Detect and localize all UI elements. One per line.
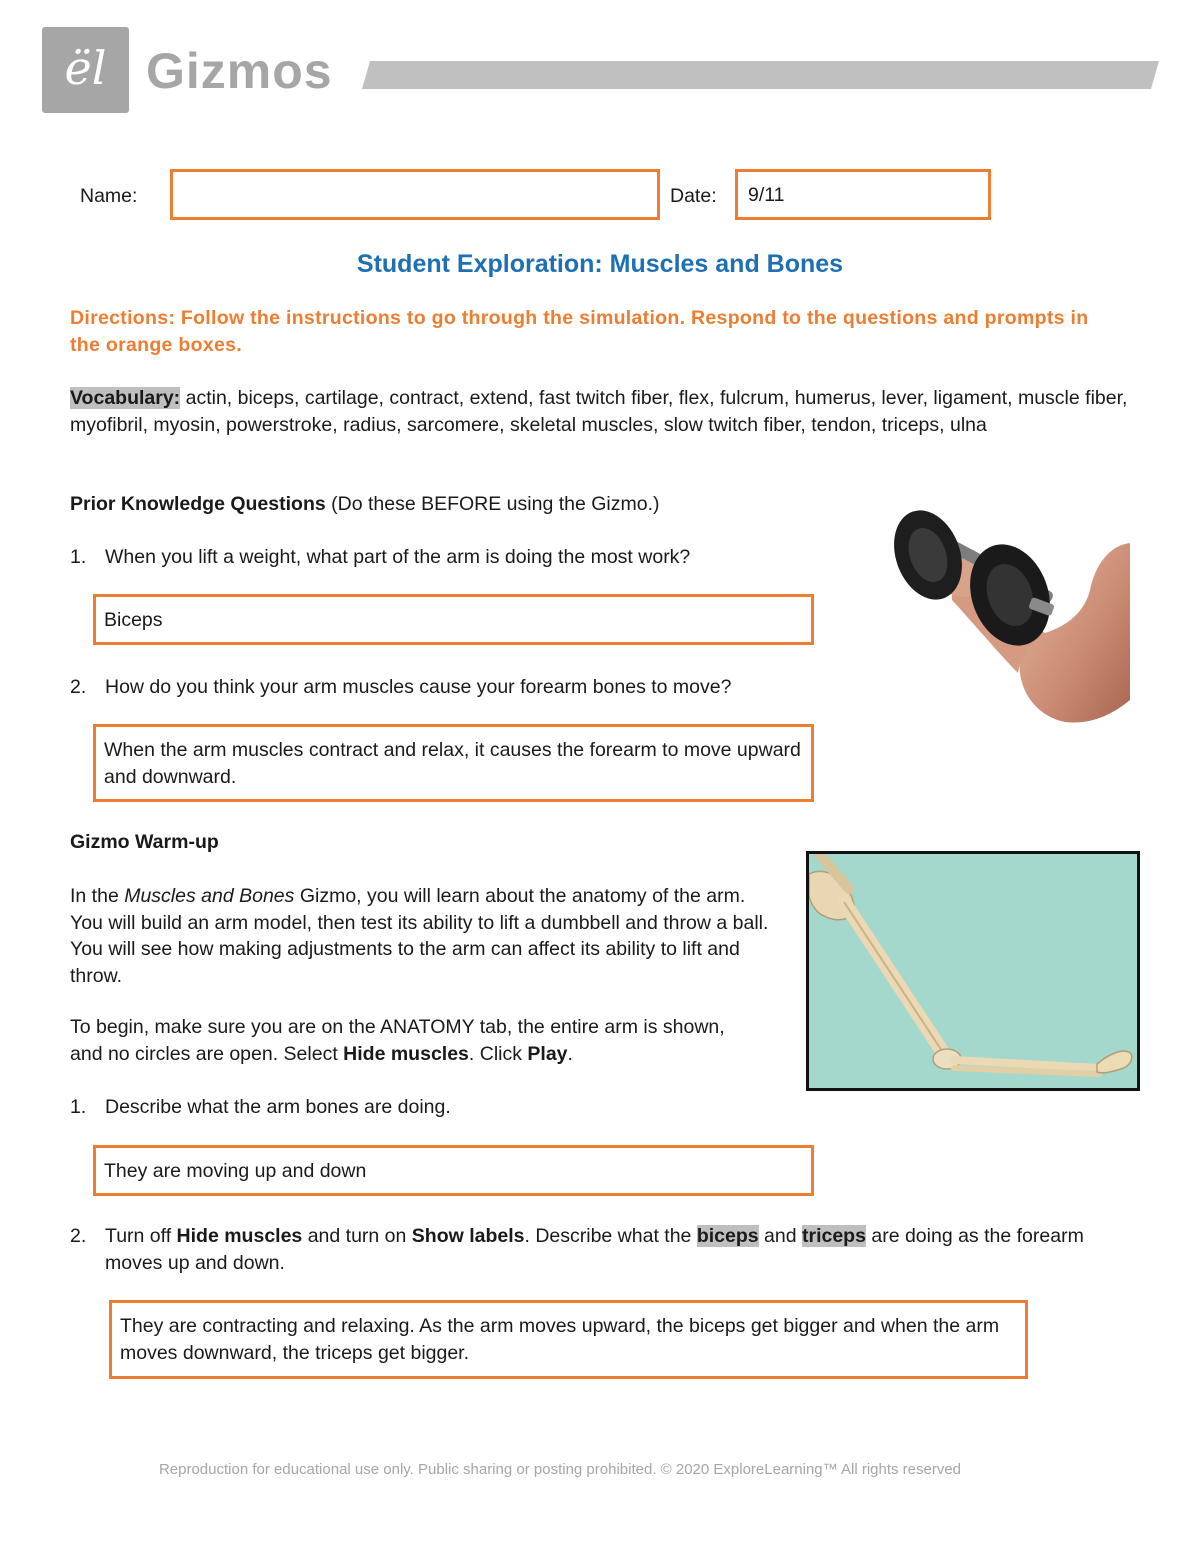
q2-text-e: are doing as the forearm moves up and down. [105,1225,1084,1274]
date-label: Date: [670,185,717,207]
q2-text-c: . Describe what the [524,1225,697,1247]
pk-answer-1-box[interactable] [93,594,814,645]
pk-answer-2-box[interactable] [93,724,814,802]
pk-question-2-num: 2. [70,676,87,698]
warmup-paragraph-1 [70,883,780,989]
gizmo-name-italic: Muscles and Bones [124,885,295,907]
warmup-question-2-num: 2. [70,1225,87,1247]
pk-question-1-num: 1. [70,546,87,568]
copyright-footer: Reproduction for educational use only. Public sharing or posting prohibited. © 2020 ExploreLearning™ All rights reserved [158,1461,962,1478]
vocabulary-label: Vocabulary: [70,387,181,409]
warmup-p1-text-a: In the [70,885,125,907]
directions-text: Directions: Follow the instructions to go through the simulation. Respond to the questions and prompts in the orange boxes. [70,307,1089,356]
pk-question-2: How do you think your arm muscles cause your forearm bones to move? [105,676,732,698]
q2-text-d: and [758,1225,802,1247]
q2-text-a: Turn off [105,1225,177,1247]
q2-text-b: and turn on [302,1225,412,1247]
triceps-highlight: triceps [801,1225,866,1247]
vocabulary-paragraph [70,385,1130,438]
header-bar [362,61,1159,89]
warmup-heading: Gizmo Warm-up [70,831,219,853]
warmup-p2-text-c: . [567,1042,573,1065]
warmup-answer-1-box[interactable] [93,1145,814,1196]
warmup-question-1: Describe what the arm bones are doing. [105,1096,451,1118]
vocabulary-list: actin, biceps, cartilage, contract, extend, fast twitch fiber, flex, fulcrum, humerus, lever, ligament, muscle fiber, myofibril, myosin, powerstroke, radius, sarcomere, skeletal muscles, slow twitch fiber, tendon, triceps, ulna [70,387,1128,436]
pk-answer-1: Biceps [104,609,163,631]
arm-skeleton-image [806,851,1140,1091]
biceps-highlight: biceps [696,1225,759,1247]
warmup-paragraph-2 [70,1014,750,1067]
name-label: Name: [80,185,138,207]
warmup-answer-1: They are moving up and down [104,1160,367,1182]
brand-name: Gizmos [146,43,333,99]
warmup-p2-text-b: . Click [468,1042,528,1065]
warmup-question-1-num: 1. [70,1096,87,1118]
date-field[interactable] [735,169,991,220]
prior-knowledge-heading-line [70,491,660,518]
logo-mark: ël [64,41,107,95]
play-term: Play [527,1042,568,1065]
arm-bones-illustration [809,854,1137,1088]
hide-muscles-term-2: Hide muscles [176,1225,303,1247]
warmup-question-2 [105,1223,1125,1276]
pk-question-1: When you lift a weight, what part of the arm is doing the most work? [105,546,691,568]
name-field[interactable] [170,169,660,220]
prior-knowledge-heading: Prior Knowledge Questions [70,493,326,515]
page-title: Student Exploration: Muscles and Bones [356,250,844,278]
date-value: 9/11 [748,184,785,206]
warmup-answer-2: They are contracting and relaxing. As the arm moves upward, the biceps get bigger and when the arm moves downward, the triceps get bigger. [120,1315,1000,1364]
warmup-answer-2-box[interactable] [109,1300,1028,1379]
arm-lifting-dumbbell-image [890,505,1135,730]
warmup-p1-text-b: Gizmo, you will learn about the anatomy of the arm. You will build an arm model, then test its ability to lift a dumbbell and throw a ball. You will see how making adjustments to the arm can affect its ability to lift and throw. [70,885,769,987]
warmup-p2-text-a: To begin, make sure you are on the ANATOMY tab, the entire arm is shown, and no circles are open. Select [70,1016,725,1065]
hide-muscles-term: Hide muscles [343,1042,469,1065]
pk-answer-2: When the arm muscles contract and relax, it causes the forearm to move upward and downward. [104,739,801,788]
show-labels-term: Show labels [411,1225,525,1247]
prior-knowledge-note: (Do these BEFORE using the Gizmo.) [325,493,660,515]
